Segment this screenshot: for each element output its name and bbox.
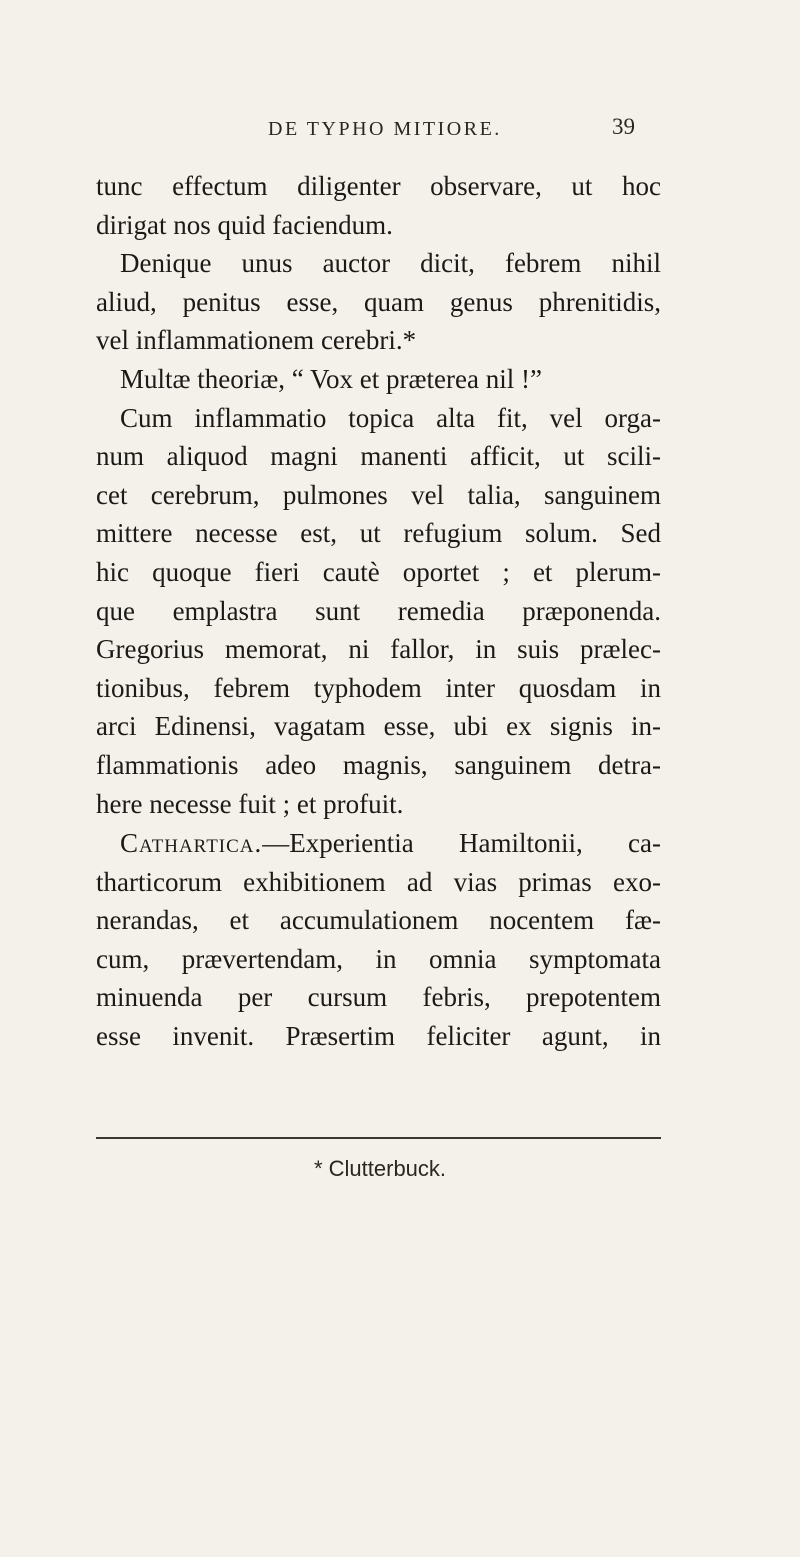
- text-line: mittere necesse est, ut refugium solum. Sed: [96, 518, 661, 549]
- text-line: minuenda per cursum febris, prepotentem: [96, 982, 661, 1013]
- text-line: num aliquod magni manenti afficit, ut scili-: [96, 441, 661, 472]
- cathartica-paragraph: [96, 824, 661, 1056]
- text-line: Cum inflammatio topica alta fit, vel orga-: [120, 402, 661, 433]
- text-line: cum, prævertendam, in omnia symptomata: [96, 943, 661, 974]
- text-line: tharticorum exhibitionem ad vias primas exo-: [96, 866, 661, 897]
- text-line: nerandas, et accumulationem nocentem fæ-: [96, 905, 661, 936]
- footnote: * Clutterbuck.: [313, 1156, 447, 1181]
- text-line: esse invenit. Præsertim feliciter agunt, in: [96, 1020, 661, 1051]
- text-line: tunc effectum diligenter observare, ut hoc: [96, 171, 661, 201]
- text-line: arci Edinensi, vagatam esse, ubi ex signis in-: [96, 711, 661, 742]
- text-line: que emplastra sunt remedia præponenda.: [96, 595, 661, 626]
- text-line: hic quoque fieri cautè oportet ; et plerum-: [96, 556, 661, 587]
- running-title: DE TYPHO MITIORE.: [268, 118, 502, 140]
- footnote-rule: [96, 1137, 661, 1139]
- text-line: vel inflammationem cerebri.*: [96, 325, 417, 356]
- section-heading: Cathartica.: [120, 828, 263, 858]
- text-line: here necesse fuit ; et profuit.: [96, 788, 404, 819]
- page-number: 39: [612, 114, 635, 139]
- text-line: Denique unus auctor dicit, febrem nihil: [120, 248, 661, 279]
- body-paragraphs: [96, 167, 661, 823]
- text-line: Gregorius memorat, ni fallor, in suis prælec-: [96, 634, 661, 665]
- text-line: tionibus, febrem typhodem inter quosdam in: [96, 672, 661, 703]
- text-line-rest: —Experientia Hamiltonii, ca-: [262, 828, 661, 858]
- text-line: cet cerebrum, pulmones vel talia, sanguinem: [96, 479, 661, 510]
- text-line: flammationis adeo magnis, sanguinem detra-: [96, 749, 661, 780]
- text-line: aliud, penitus esse, quam genus phrenitidis,: [96, 286, 661, 317]
- text-line: [96, 824, 661, 863]
- text-line: Multæ theoriæ, “ Vox et præterea nil !”: [120, 363, 542, 394]
- text-line: dirigat nos quid faciendum.: [96, 209, 393, 240]
